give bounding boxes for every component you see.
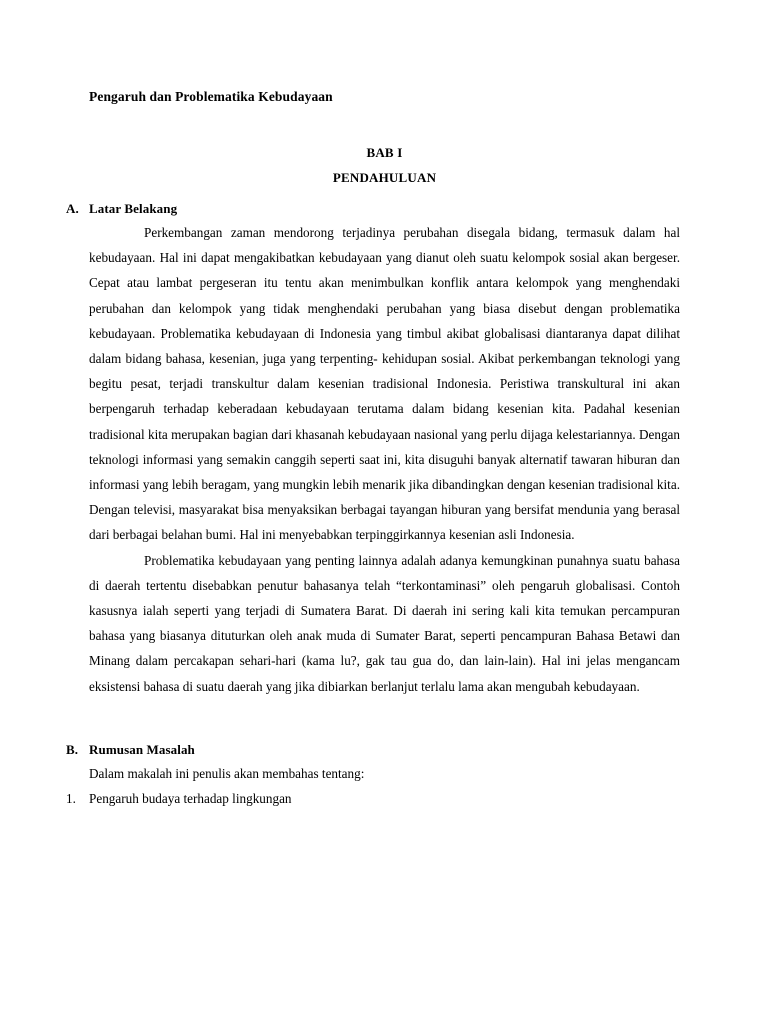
page-title: Pengaruh dan Problematika Kebudayaan (89, 89, 333, 104)
paragraph: Perkembangan zaman mendorong terjadinya perubahan disegala bidang, termasuk dalam hal kebudayaan. Hal ini dapat mengakibatkan kebudayaan yang dianut oleh suatu kelompok sosial akan bergeser. Cepat atau lambat pergeseran itu tentu akan menimbulkan konflik antara kelompok yang menghendaki perubahan dan kelompok yang tidak menghendaki perubahan yang biasa disebut dengan problematika kebudayaan. Problematika kebudayaan di Indonesia yang timbul akibat globalisasi diantaranya dapat dilihat dalam bidang bahasa, kesenian, juga yang terpenting- kehidupan sosial. Akibat perkembangan teknologi yang begitu pesat, terjadi transkultur dalam kesenian tradisional Indonesia. Peristiwa transkultural ini akan berpengaruh terhadap keberadaan kebudayaan terutama dalam bidang kesenian kita. Padahal kesenian tradisional kita merupakan bagian dari khasanah kebudayaan nasional yang perlu dijaga kelestariannya. Dengan teknologi informasi yang semakin canggih seperti saat ini, kita disuguhi banyak alternatif tawaran hiburan dan informasi yang lebih beragam, yang mungkin lebih menarik jika dibandingkan dengan kesenian tradisional kita. Dengan televisi, masyarakat bisa menyaksikan berbagai tayangan hiburan yang bersifat mendunia yang berasal dari berbagai belahan bumi. Hal ini menyebabkan terpinggirkannya kesenian asli Indonesia. (89, 225, 680, 543)
section-title-b: Rumusan Masalah (89, 741, 195, 757)
section-b-body (66, 761, 680, 811)
section-b-intro: Dalam makalah ini penulis akan membahas tentang: (89, 765, 365, 781)
list-item-marker: 1. (66, 791, 76, 807)
chapter-label: BAB I (366, 145, 403, 160)
chapter-name: PENDAHULUAN (332, 170, 437, 185)
section-heading-b (66, 739, 680, 761)
section-a-body (89, 220, 680, 699)
section-marker-a: A. (66, 201, 79, 216)
chapter-heading-block (89, 140, 680, 190)
section-spacer (66, 699, 680, 739)
section-title-a: Latar Belakang (89, 201, 178, 216)
section-heading-a (66, 198, 680, 220)
paragraph: Problematika kebudayaan yang penting lainnya adalah adanya kemungkinan punahnya suatu bahasa di daerah tertentu disebabkan penutur bahasanya telah “terkontaminasi” oleh pengaruh globalisasi. Contoh kasusnya ialah seperti yang terjadi di Sumatera Barat. Di daerah ini sering kali kita temukan percampuran bahasa yang biasanya dituturkan oleh anak muda di Sumater Barat, seperti pencampuran Bahasa Betawi dan Minang dalam percakapan sehari-hari (kama lu?, gak tau gua do, dan lain-lain). Hal ini jelas mengancam eksistensi bahasa di suatu daerah yang jika dibiarkan berlanjut terlalu lama akan mengubah kebudayaan. (89, 552, 680, 694)
chapter-spacer (66, 190, 680, 198)
list-item-label: Pengaruh budaya terhadap lingkungan (89, 791, 292, 807)
section-marker-b: B. (66, 741, 79, 757)
title-spacer (66, 106, 680, 140)
page-content (66, 88, 680, 811)
list-item (66, 786, 680, 811)
document-title-block (89, 88, 680, 106)
